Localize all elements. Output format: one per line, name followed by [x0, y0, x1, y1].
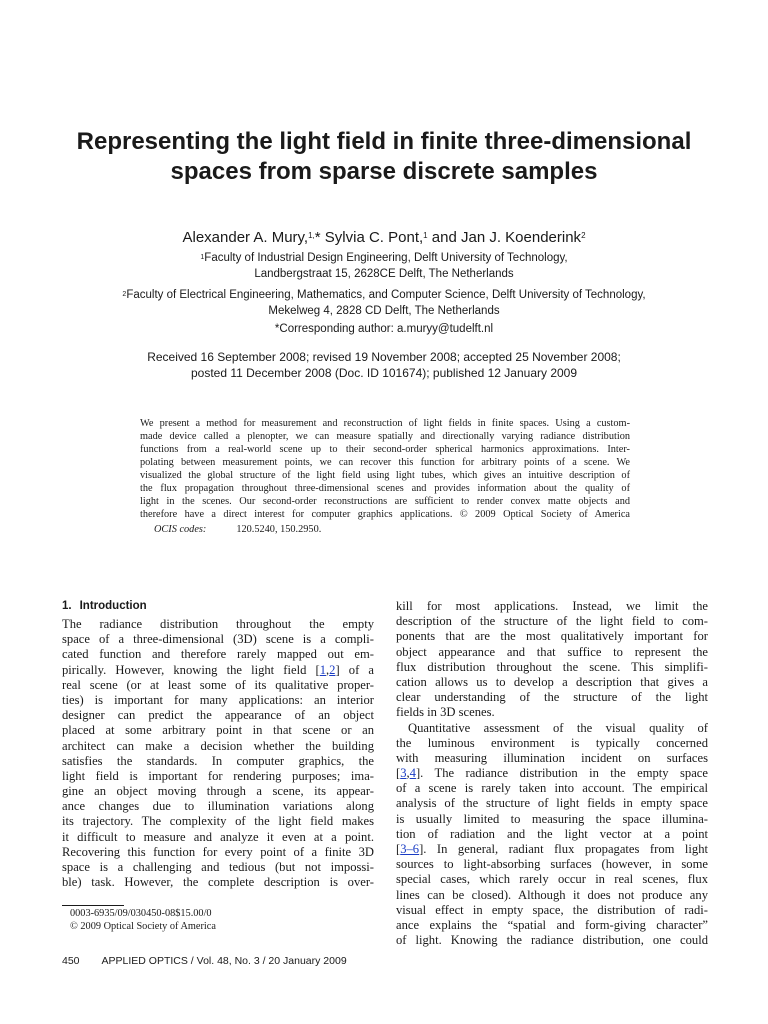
body-line: designer can predict the appearance of an object — [62, 708, 374, 723]
body-line: real scene (or at least some of its qualitative proper- — [62, 677, 374, 692]
abstract-line: visualized the global structure of the light field using light tubes, which gives an intuitive description of — [140, 470, 630, 481]
body-line: flux distribution throughout the scene. This simplifi- — [396, 659, 708, 674]
page-footer — [62, 955, 347, 967]
body-line: cated function and therefore rarely mapped out em- — [62, 647, 374, 662]
body-text: ]. In general, radiant flux propagates from light — [419, 842, 708, 856]
body-line: ble) task. However, the complete description is over- — [62, 875, 374, 890]
body-line: sources to light-absorbing surfaces (however, in some — [396, 857, 708, 872]
body-line — [396, 766, 708, 781]
abstract-line: made device called a plenopter, we can measure spatially and directionally varying radiance distribution — [140, 431, 630, 442]
paper-title — [40, 127, 728, 187]
body-line: light field is important for rendering purposes; ima- — [62, 768, 374, 783]
body-line: Recovering this function for every point of a finite 3D — [62, 844, 374, 859]
affiliation-2-line-2: Mekelweg 4, 2828 CD Delft, The Netherlands — [268, 305, 500, 317]
body-line: tion of radiation and the light vector at a point — [396, 826, 708, 841]
ocis-label: OCIS codes: — [154, 524, 207, 535]
body-text: , — [326, 662, 330, 677]
body-line: placed at some arbitrary point in that scene or an — [62, 723, 374, 738]
body-line: the luminous environment is typically concerned — [396, 735, 708, 750]
body-text: pirically. However, knowing the light field [ — [62, 662, 320, 677]
abstract-line: We present a method for measurement and reconstruction of light fields in finite spaces. Using a custom- — [140, 418, 630, 429]
author-2-affiliation-mark: 1 — [423, 231, 428, 240]
body-line: its trajectory. The complexity of the light field makes — [62, 814, 374, 829]
body-line: architect can make a decision whether the building — [62, 738, 374, 753]
author-2: Sylvia C. Pont, — [320, 229, 424, 246]
dates-line-1: Received 16 September 2008; revised 19 November 2008; accepted 25 November 2008; — [147, 350, 621, 364]
reference-link-2[interactable]: 2 — [329, 662, 336, 677]
abstract-line: polating between measurement points, we can recover this function for arbitrary points of a scene. We — [140, 457, 630, 468]
body-line: is usually limited to measuring the space illumina- — [396, 811, 708, 826]
body-line: kill for most applications. Instead, we limit the — [396, 599, 708, 613]
affiliation-2-line-1 — [40, 287, 728, 303]
body-line: ance explains the “spatial and form-giving character” — [396, 917, 708, 932]
body-line: analysis of the structure of light fields in empty space — [396, 796, 708, 811]
body-text: [ — [396, 842, 401, 856]
affiliation-2-text: Faculty of Electrical Engineering, Mathematics, and Computer Science, Delft University of Technology, — [126, 289, 646, 301]
body-line: Quantitative assessment of the visual quality of — [408, 720, 708, 735]
ocis-values: 120.5240, 150.2950. — [236, 524, 322, 535]
reference-link-1[interactable]: 1 — [319, 662, 327, 677]
footnote-rule — [62, 905, 124, 906]
ocis-codes — [154, 523, 321, 536]
body-line: with measuring illumination incident on surfaces — [396, 750, 708, 765]
body-line: clear understanding of the structure of the light — [396, 690, 708, 705]
reference-link-3[interactable]: 3 — [400, 766, 407, 781]
affiliation-2-mark: 2 — [122, 291, 127, 298]
body-line: description of the structure of the light field to com- — [396, 614, 708, 629]
body-line: visual effect in empty space, the distribution of radi- — [396, 902, 708, 917]
author-3: and Jan J. Koenderink — [427, 229, 582, 246]
author-3-affiliation-mark: 2 — [581, 231, 586, 240]
affiliation-1-text: Faculty of Industrial Design Engineering, Delft University of Technology, — [204, 252, 568, 264]
title-line-1: Representing the light field in finite three-dimensional — [76, 128, 692, 155]
author-1: Alexander A. Mury, — [182, 229, 309, 246]
section-heading — [62, 600, 147, 612]
corresponding-author — [40, 321, 728, 337]
body-line: ance changes due to illumination variations along — [62, 799, 374, 814]
abstract-line: light in the scenes. Our second-order reconstructions are sufficient to render convex matte objects and — [140, 496, 630, 507]
body-line: special cases, which rarely occur in real scenes, flux — [396, 872, 708, 887]
author-list — [40, 229, 728, 247]
abstract — [140, 417, 630, 521]
affiliation-1-line-1 — [40, 250, 728, 266]
affiliation-2 — [40, 287, 728, 319]
affiliation-1-line-2: Landbergstraat 15, 2628CE Delft, The Netherlands — [254, 268, 514, 280]
body-line: cation allows us to develop a description that gives a — [396, 674, 708, 689]
footnote — [70, 907, 216, 933]
body-text: [ — [396, 766, 401, 781]
section-title: Introduction — [79, 600, 147, 612]
body-line: space of a three-dimensional (3D) scene is a compli- — [62, 632, 374, 647]
body-line: object appearance and that suffice to represent the — [396, 644, 708, 659]
body-line: ties) is important for many applications: an interior — [62, 692, 374, 707]
reference-link-3-6[interactable]: 3–6 — [400, 842, 420, 856]
body-line: space is a challenging and tedious (but not impossi- — [62, 860, 374, 874]
dates-line-2: posted 11 December 2008 (Doc. ID 101674); published 12 January 2009 — [190, 366, 578, 380]
body-line: of light. Knowing the radiance distribution, one could — [396, 933, 708, 948]
reference-link-4[interactable]: 4 — [409, 766, 416, 781]
body-line: it difficult to measure and analyze it even at a point. — [62, 829, 374, 844]
page-number: 450 — [62, 955, 80, 967]
left-column — [62, 617, 374, 890]
body-line: fields in 3D scenes. — [396, 705, 495, 720]
title-line-2: spaces from sparse discrete samples — [170, 158, 598, 185]
body-line — [396, 842, 708, 857]
author-1-star: * — [314, 229, 321, 246]
body-line: gine an object moving through a scene, its appear- — [62, 784, 374, 799]
body-line: of a scene is rarely taken into account. The empirical — [396, 781, 708, 796]
footnote-line-2: © 2009 Optical Society of America — [70, 921, 216, 932]
body-text: ]. The radiance distribution in the empty space — [415, 766, 708, 781]
journal-citation: APPLIED OPTICS / Vol. 48, No. 3 / 20 January 2009 — [101, 955, 347, 967]
body-line: ponents that are the most qualitatively important for — [396, 629, 708, 644]
abstract-line: functions from a real-world scene up to their second-order spherical harmonics approximations. Inter- — [140, 444, 630, 455]
body-line — [62, 663, 374, 678]
body-line: lines can be closed). Although it does not produce any — [396, 887, 708, 902]
publication-dates — [40, 349, 728, 381]
footnote-line-1: 0003-6935/09/030450-08$15.00/0 — [70, 908, 212, 919]
body-line: The radiance distribution throughout the empty — [62, 617, 374, 631]
right-column — [396, 599, 708, 948]
corresponding-author-text: *Corresponding author: a.muryy@tudelft.nl — [274, 323, 494, 335]
body-text: ] of a — [335, 662, 375, 677]
body-line: satisfies the standards. In computer graphics, the — [62, 753, 374, 768]
section-number: 1. — [62, 600, 72, 612]
affiliation-1 — [40, 250, 728, 282]
body-text: , — [406, 766, 410, 781]
abstract-line: therefore have a direct interest for computer graphics applications. © 2009 Optical Society of America — [140, 509, 630, 520]
affiliation-1-mark: 1 — [200, 254, 205, 261]
abstract-line: the flux propagation throughout three-dimensional scenes and provides information about the quality of — [140, 483, 630, 494]
author-1-affiliation-mark: 1, — [308, 231, 315, 240]
